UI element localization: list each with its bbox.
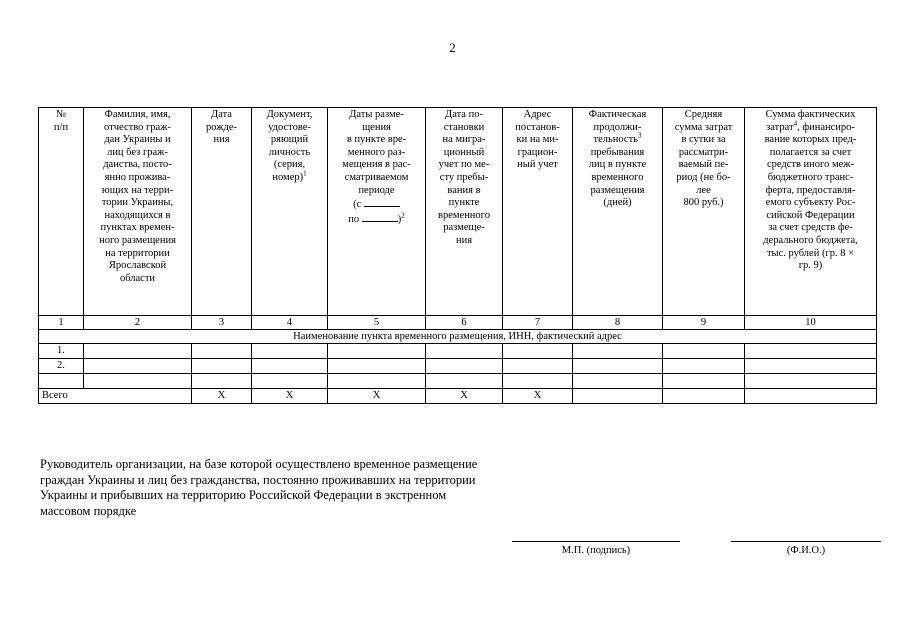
header-col-6: Дата по- становки на мигра- ционный учет по ме- сту пребы- вания в пункте временного размеще- ния <box>426 108 503 316</box>
seal-signature-label: М.П. (подпись) <box>561 545 631 556</box>
table-cell[interactable] <box>252 374 328 389</box>
header-col-10: Сумма фактических затрат$^4$, финансиро- вание которых пред- полагается за счет средств иного меж- бюджетного транс- ферта, предоставля- емого субъекту Рос- сийской Федерации за счет средств фе- дерального бюджета, тыс. рублей (гр. 8 × гр. 9) <box>745 108 877 316</box>
total-row <box>39 389 877 404</box>
column-number: 10 <box>745 316 877 330</box>
signature-text: Руководитель организации, на базе которой осуществлено временное размещение граждан Украины и лиц без гражданства, постоянно проживавших на территории Украины и прибывших на территорию Российской Федерации в экстренном массовом порядке <box>40 457 478 518</box>
table-row <box>39 374 877 389</box>
total-x-mark: Х <box>252 389 328 404</box>
row-number: 1. <box>39 344 84 359</box>
table-cell[interactable] <box>328 374 426 389</box>
table-cell[interactable] <box>84 374 192 389</box>
table-cell[interactable] <box>84 344 192 359</box>
total-label: Всего <box>39 389 192 404</box>
column-number: 2 <box>84 316 192 330</box>
header-col-3: Дата рожде- ния <box>192 108 252 316</box>
table-cell[interactable] <box>745 389 877 404</box>
total-x-mark: Х <box>503 389 573 404</box>
name-line[interactable] <box>731 541 881 542</box>
header-col-1: № п/п <box>39 108 84 316</box>
header-row <box>39 108 877 316</box>
row-number <box>39 374 84 389</box>
column-number: 5 <box>328 316 426 330</box>
table-cell[interactable] <box>426 344 503 359</box>
table-cell[interactable] <box>573 344 663 359</box>
report-table <box>38 107 877 404</box>
table-cell[interactable] <box>573 389 663 404</box>
header-col-9: Средняя сумма затрат в сутки за рассматри- ваемый пе- риод (не бо- лее 800 руб.) <box>663 108 745 316</box>
table-cell[interactable] <box>745 374 877 389</box>
total-x-mark: Х <box>328 389 426 404</box>
page-number: 2 <box>449 40 456 55</box>
table-cell[interactable] <box>192 344 252 359</box>
table-cell[interactable] <box>192 374 252 389</box>
footnote-mark: 3 <box>637 131 642 140</box>
table-cell[interactable] <box>745 344 877 359</box>
table-cell[interactable] <box>663 359 745 374</box>
footnote-mark: 2 <box>401 211 405 220</box>
table-cell[interactable] <box>503 374 573 389</box>
table-cell[interactable] <box>573 374 663 389</box>
table-cell[interactable] <box>503 359 573 374</box>
column-number: 3 <box>192 316 252 330</box>
table-cell[interactable] <box>663 344 745 359</box>
column-number: 8 <box>573 316 663 330</box>
table-cell[interactable] <box>426 359 503 374</box>
facility-name-cell: Наименование пункта временного размещения, ИНН, фактический адрес <box>39 330 877 344</box>
column-number: 6 <box>426 316 503 330</box>
table-cell[interactable] <box>573 359 663 374</box>
name-block <box>731 541 881 556</box>
column-number: 4 <box>252 316 328 330</box>
facility-row <box>39 330 877 344</box>
table-cell[interactable] <box>745 359 877 374</box>
header-col-4: Документ, удостове- ряющий личность (серия, номер)$^1$ <box>252 108 328 316</box>
total-x-mark: Х <box>192 389 252 404</box>
table-row <box>39 359 877 374</box>
column-number: 9 <box>663 316 745 330</box>
blank-line <box>362 212 398 222</box>
column-number: 1 <box>39 316 84 330</box>
header-col-8: Фактическая продолжи- тельность$^3$ пребывания лиц в пункте временного размещения (дней) <box>573 108 663 316</box>
footnote-mark: 1 <box>303 169 307 178</box>
seal-signature-block <box>512 541 680 556</box>
name-label: (Ф.И.О.) <box>786 545 826 556</box>
table-cell[interactable] <box>663 374 745 389</box>
row-number: 2. <box>39 359 84 374</box>
column-number-row <box>39 316 877 330</box>
column-number: 7 <box>503 316 573 330</box>
footnote-mark: 4 <box>793 119 798 128</box>
header-col-7: Адрес постанов- ки на ми- грацион- ный учет <box>503 108 573 316</box>
signature-line[interactable] <box>512 541 680 542</box>
total-x-mark: Х <box>426 389 503 404</box>
table-cell[interactable] <box>192 359 252 374</box>
table-cell[interactable] <box>328 359 426 374</box>
table-cell[interactable] <box>426 374 503 389</box>
header-col-5: Даты разме- щения в пункте вре- менного раз- мещения в рас- сматриваемом периоде (с по )$^2$ <box>328 108 426 316</box>
table-row <box>39 344 877 359</box>
table-cell[interactable] <box>503 344 573 359</box>
table-cell[interactable] <box>663 389 745 404</box>
table-cell[interactable] <box>328 344 426 359</box>
table-cell[interactable] <box>252 359 328 374</box>
table-cell[interactable] <box>84 359 192 374</box>
table-cell[interactable] <box>252 344 328 359</box>
header-col-2: Фамилия, имя, отчество граж- дан Украины и лиц без граж- данства, посто- янно прожива- ющих на терри- тории Украины, находящихся в пунктах времен- ного размещения на территории Ярославской области <box>84 108 192 316</box>
blank-line <box>364 197 400 207</box>
